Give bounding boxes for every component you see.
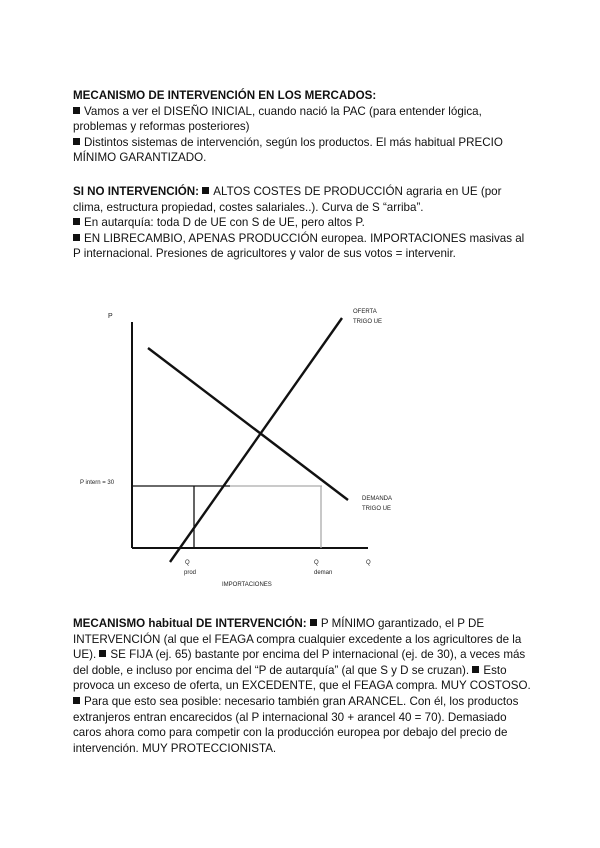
square-bullet-icon xyxy=(73,107,80,114)
section-habitual-intervention xyxy=(73,616,533,756)
square-bullet-icon xyxy=(73,234,80,241)
q-prod-label-line2: prod xyxy=(184,570,197,576)
bullet-text: ALTOS COSTES DE PRODUCCIÓN agraria en UE (por clima, estructura propiedad, costes salariales..). Curva de S “arriba”. xyxy=(73,185,502,214)
paragraph-text: SE FIJA (ej. 65) bastante por encima del P internacional (ej. de 30), a veces más del doble, e incluso por encima del “P de autarquía” (al que S y D se cruzan). xyxy=(73,648,526,677)
square-bullet-icon xyxy=(73,138,80,145)
bullet-item xyxy=(73,104,533,135)
section-title: MECANISMO habitual DE INTERVENCIÓN: xyxy=(73,617,307,630)
square-bullet-icon xyxy=(99,650,106,657)
square-bullet-icon xyxy=(73,218,80,225)
supply-demand-graph xyxy=(70,300,400,595)
y-axis-label: P xyxy=(108,313,113,320)
bullet-text: EN LIBRECAMBIO, APENAS PRODUCCIÓN europea. IMPORTACIONES masivas al P internacional. Presiones de agricultores y valor de sus votos = intervenir. xyxy=(73,231,525,261)
bullet-text: Distintos sistemas de intervención, según los productos. El más habitual PRECIO MÍNIMO GARANTIZADO. xyxy=(73,135,503,165)
square-bullet-icon xyxy=(202,187,209,194)
section-title: SI NO INTERVENCIÓN: xyxy=(73,185,200,198)
supply-label-line2: TRIGO UE xyxy=(353,319,383,325)
paragraph-text: Esto provoca un exceso de oferta, un EXCEDENTE, que el FEAGA compra. MUY COSTOSO. xyxy=(73,663,531,693)
section-market-intervention xyxy=(73,88,533,166)
paragraph-text: P MÍNIMO garantizado, el P DE INTERVENCIÓN (al que el FEAGA compra cualquier excedente a los agricultores de la UE). xyxy=(73,617,522,662)
supply-label-line1: OFERTA xyxy=(353,309,377,315)
x-axis-label: Q xyxy=(366,560,371,566)
q-deman-label-line1: Q xyxy=(314,560,319,566)
supply-curve xyxy=(170,318,342,562)
paragraph xyxy=(73,616,533,756)
square-bullet-icon xyxy=(472,666,479,673)
bullet-item xyxy=(73,135,533,166)
square-bullet-icon xyxy=(73,697,80,704)
bullet-item xyxy=(73,215,533,231)
q-prod-label-line1: Q xyxy=(185,560,190,566)
demand-label-line2: TRIGO UE xyxy=(362,506,392,512)
paragraph-text: Para que esto sea posible: necesario también gran ARANCEL. Con él, los productos extranjeros entran encarecidos (al P internacional 30 + arancel 40 = 70). Demasiado caros ahora como para competir con la producción europea por debajo del precio de intervención. MUY PROTECCIONISTA. xyxy=(73,694,519,755)
imports-label: IMPORTACIONES xyxy=(222,582,272,588)
section-no-intervention xyxy=(73,184,533,262)
square-bullet-icon xyxy=(310,619,317,626)
demand-curve xyxy=(148,348,348,500)
bullet-text: En autarquía: toda D de UE con S de UE, pero altos P. xyxy=(84,216,365,230)
bullet-item xyxy=(73,231,533,262)
section-title: MECANISMO DE INTERVENCIÓN EN LOS MERCADOS: xyxy=(73,89,377,102)
q-deman-label-line2: deman xyxy=(314,570,333,576)
bullet-text: Vamos a ver el DISEÑO INICIAL, cuando nació la PAC (para entender lógica, problemas y reformas posteriores) xyxy=(73,104,482,134)
price-label: P intern = 30 xyxy=(80,480,115,486)
paragraph xyxy=(73,184,533,215)
demand-label-line1: DEMANDA xyxy=(362,496,393,502)
